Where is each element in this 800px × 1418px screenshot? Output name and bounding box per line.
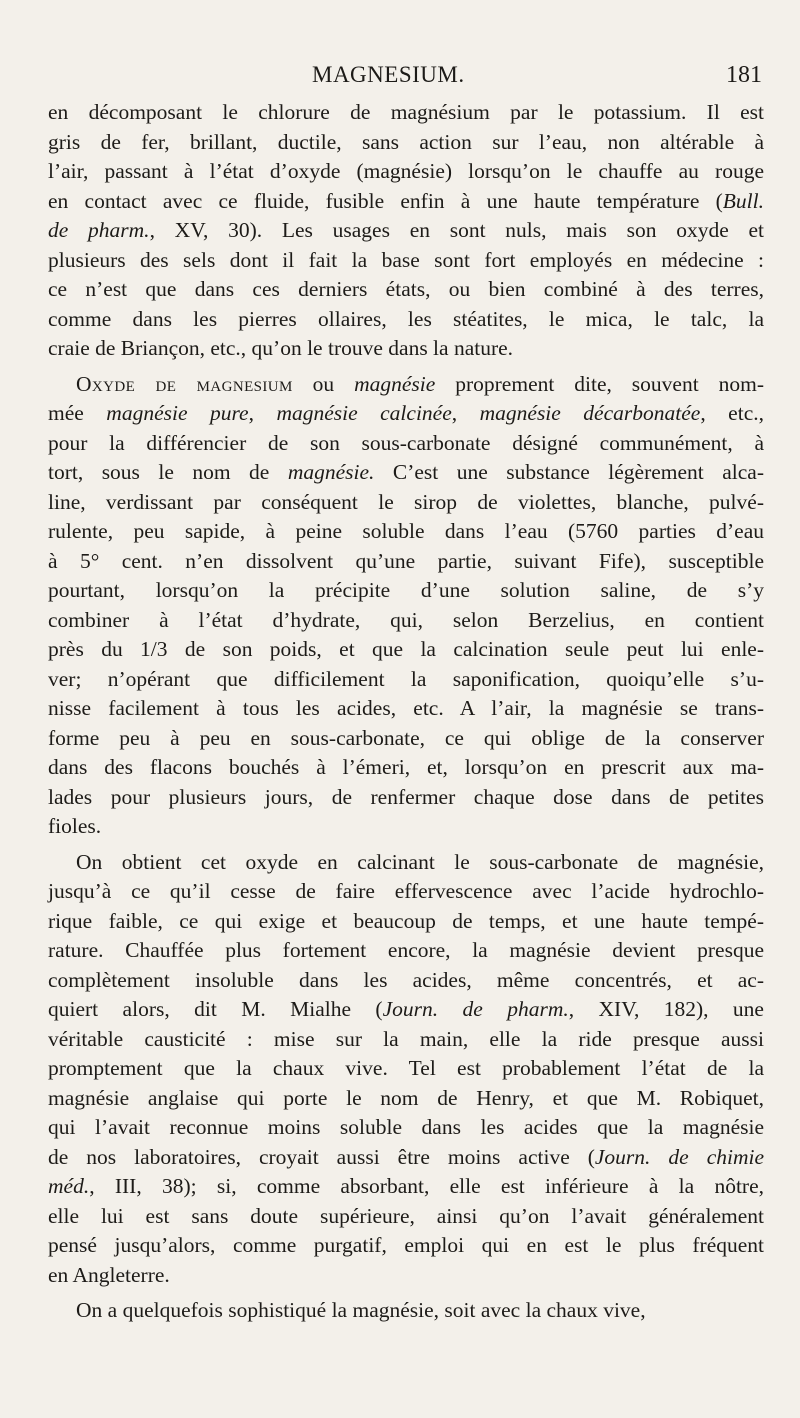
paragraph — [48, 848, 764, 1291]
small-caps-run: Oxyde de magnesium — [76, 371, 293, 396]
text-run: promptement que la chaux vive. Tel est probablement l’état de la — [48, 1056, 764, 1080]
text-run: , XIV, 182), une — [568, 997, 764, 1021]
text-run: , III, 38); si, comme absorbant, elle est inférieure à la nôtre, — [89, 1174, 764, 1198]
text-line — [48, 370, 764, 400]
text-run: en contact avec ce fluide, fusible enfin à une haute température ( — [48, 188, 723, 213]
text-line — [48, 1202, 764, 1232]
italic-run: magnésie — [354, 371, 436, 396]
text-line — [48, 966, 764, 996]
text-run: qui l’avait reconnue moins soluble dans les acides que la magnésie — [48, 1115, 764, 1139]
text-run: dans des flacons bouchés à l’émeri, et, lorsqu’on en prescrit aux ma- — [48, 755, 764, 779]
text-run: véritable causticité : mise sur la main, elle la ride presque aussi — [48, 1026, 764, 1051]
text-line — [48, 907, 764, 937]
text-line — [48, 1172, 764, 1202]
text-run: fioles. — [48, 814, 102, 838]
text-line — [48, 128, 764, 158]
text-line — [48, 1113, 764, 1143]
text-line — [48, 783, 764, 813]
text-run: complètement insoluble dans les acides, même concentrés, et ac- — [48, 967, 764, 992]
text-run: pour la différencier de son sous-carbonate désigné communément, à — [48, 430, 764, 455]
text-line — [48, 724, 764, 754]
text-line — [48, 812, 764, 842]
text-run: , etc., — [700, 401, 764, 425]
text-line — [48, 1296, 764, 1326]
text-line — [48, 517, 764, 547]
text-run: mée — [48, 401, 107, 425]
text-run: rulente, peu sapide, à peine soluble dans l’eau (5760 parties d’eau — [48, 519, 764, 543]
text-run: magnésie anglaise qui porte le nom de Henry, et que M. Robiquet, — [48, 1085, 764, 1110]
paragraph — [48, 1296, 764, 1326]
text-line — [48, 665, 764, 695]
text-line — [48, 1143, 764, 1173]
running-title: MAGNESIUM. — [312, 62, 465, 87]
text-run: comme dans les pierres ollaires, les stéatites, le mica, le talc, la — [48, 306, 764, 331]
text-run: à 5° cent. n’en dissolvent qu’une partie, suivant Fife), susceptible — [48, 548, 764, 573]
text-run: ver; n’opérant que difficilement la saponification, quoiqu’elle s’u- — [48, 666, 764, 691]
text-run: gris de fer, brillant, ductile, sans action sur l’eau, non altérable à — [48, 129, 764, 154]
text-run: line, verdissant par conséquent le sirop de violettes, blanche, pulvé- — [48, 489, 764, 514]
text-run: On obtient cet oxyde en calcinant le sous-carbonate de magnésie, — [76, 849, 764, 874]
text-line — [48, 399, 764, 429]
text-line — [48, 1054, 764, 1084]
text-run: pensé jusqu’alors, comme purgatif, emploi qui en est le plus fréquent — [48, 1233, 764, 1257]
text-run: nisse facilement à tous les acides, etc. A l’air, la magnésie se trans- — [48, 696, 764, 720]
text-line — [48, 429, 764, 459]
italic-run: magnésie calcinée — [276, 401, 452, 425]
text-run: forme peu à peu en sous-carbonate, ce qui oblige de la conserver — [48, 725, 764, 750]
text-run: jusqu’à ce qu’il cesse de faire effervescence avec l’acide hydrochlo- — [48, 879, 764, 903]
text-run: , XV, 30). Les usages en sont nuls, mais son oxyde et — [149, 218, 765, 242]
text-line — [48, 694, 764, 724]
text-run: l’air, passant à l’état d’oxyde (magnésie) lorsqu’on le chauffe au rouge — [48, 159, 764, 183]
text-line — [48, 576, 764, 606]
italic-run: magnésie. — [287, 460, 375, 484]
text-line — [48, 635, 764, 665]
text-line — [48, 753, 764, 783]
text-run: C’est une substance légèrement alca- — [374, 460, 764, 484]
body-text — [48, 98, 764, 1326]
text-run: lades pour plusieurs jours, de renfermer chaque dose dans de petites — [48, 784, 764, 809]
text-run: près du 1/3 de son poids, et que la calcination seule peut lui enle- — [48, 637, 764, 661]
text-line — [48, 275, 764, 305]
text-line — [48, 187, 764, 217]
italic-run: magnésie décarbonatée — [479, 401, 701, 425]
text-line — [48, 1231, 764, 1261]
text-line — [48, 98, 764, 128]
text-run: ou — [292, 371, 355, 396]
text-run: proprement dite, souvent nom- — [435, 371, 765, 396]
text-line — [48, 936, 764, 966]
text-run: en Angleterre. — [48, 1262, 170, 1287]
running-head — [0, 62, 800, 102]
text-run: ce n’est que dans ces derniers états, ou bien combiné à des terres, — [48, 277, 764, 301]
text-line — [48, 216, 764, 246]
italic-run: Bull. — [722, 188, 764, 213]
text-line — [48, 547, 764, 577]
italic-run: Journ. de chimie — [594, 1144, 765, 1169]
text-line — [48, 1025, 764, 1055]
text-line — [48, 995, 764, 1025]
paragraph — [48, 370, 764, 842]
text-line — [48, 1261, 764, 1291]
italic-run: de pharm. — [48, 218, 150, 242]
text-line — [48, 1084, 764, 1114]
text-run: combiner à l’état d’hydrate, qui, selon Berzelius, en contient — [48, 607, 764, 632]
text-line — [48, 877, 764, 907]
text-line — [48, 488, 764, 518]
text-run: tort, sous le nom de — [48, 460, 288, 484]
text-run: plusieurs des sels dont il fait la base sont fort employés en médecine : — [48, 247, 764, 272]
text-line — [48, 606, 764, 636]
italic-run: méd. — [48, 1174, 90, 1198]
paragraph — [48, 98, 764, 364]
text-line — [48, 246, 764, 276]
text-run: en décomposant le chlorure de magnésium par le potassium. Il est — [48, 100, 764, 124]
text-run: , — [451, 401, 480, 425]
text-run: elle lui est sans doute supérieure, ainsi qu’on l’avait généralement — [48, 1203, 764, 1228]
text-line — [48, 458, 764, 488]
text-run: craie de Briançon, etc., qu’on le trouve dans la nature. — [48, 336, 514, 360]
italic-run: magnésie pure — [106, 401, 249, 425]
italic-run: Journ. de pharm. — [382, 997, 569, 1021]
text-run: On a quelquefois sophistiqué la magnésie, soit avec la chaux vive, — [76, 1298, 646, 1322]
text-run: rature. Chauffée plus fortement encore, la magnésie devient presque — [48, 938, 764, 962]
text-line — [48, 848, 764, 878]
text-run: , — [248, 401, 277, 425]
text-run: de nos laboratoires, croyait aussi être moins active ( — [48, 1144, 595, 1169]
text-run: pourtant, lorsqu’on la précipite d’une solution saline, de s’y — [48, 578, 764, 602]
text-line — [48, 334, 764, 364]
text-line — [48, 157, 764, 187]
text-line — [48, 305, 764, 335]
text-run: rique faible, ce qui exige et beaucoup de temps, et une haute tempé- — [48, 908, 764, 933]
page-number: 181 — [726, 62, 762, 88]
text-run: quiert alors, dit M. Mialhe ( — [48, 997, 383, 1021]
